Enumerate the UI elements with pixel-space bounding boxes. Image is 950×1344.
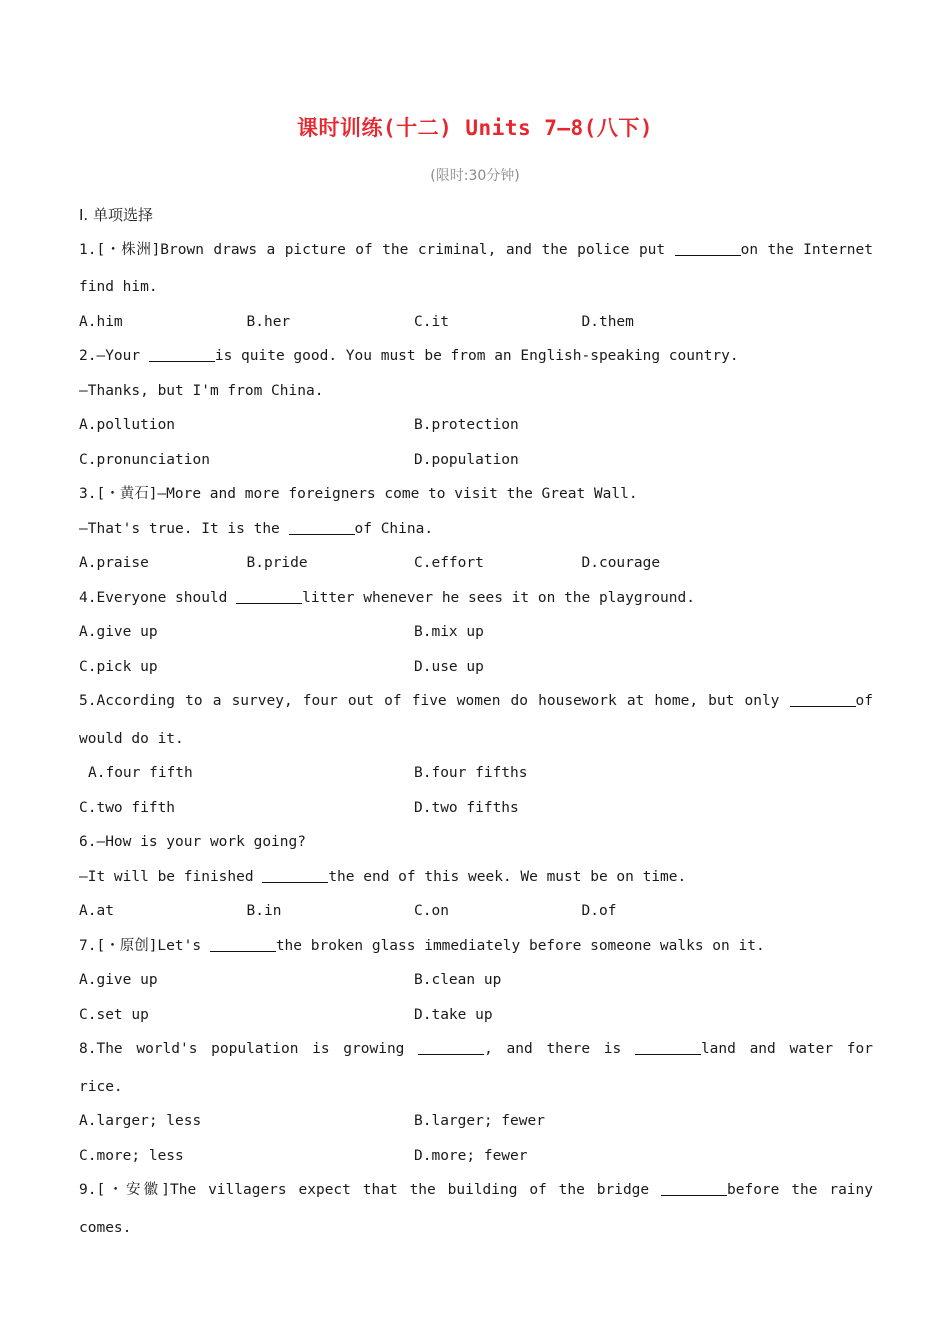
question-text: —That's true. It is the [79, 520, 289, 537]
question-text: on the Internet [740, 241, 873, 258]
option-a[interactable]: A.four fifth [88, 765, 193, 781]
answer-blank [790, 688, 856, 707]
answer-blank [418, 1036, 484, 1055]
option-a[interactable]: A.larger; less [79, 1113, 202, 1129]
question-9 [79, 1173, 873, 1211]
question-text: 5.According to a survey, four out of five women do housework at home, but only [79, 693, 790, 709]
option-d[interactable]: D.two fifths [414, 799, 519, 816]
option-d[interactable]: D.courage [581, 555, 661, 571]
question-text: before the rainy [727, 1182, 873, 1198]
question-6-options [79, 894, 873, 929]
option-a[interactable]: A.give up [79, 972, 158, 988]
answer-blank [289, 516, 355, 535]
option-c[interactable]: C.more; less [79, 1147, 184, 1164]
option-d[interactable]: D.more; fewer [414, 1147, 528, 1164]
option-c[interactable]: C.it [414, 313, 449, 330]
question-5-options-row1 [79, 756, 873, 791]
question-7-options-row1 [79, 963, 873, 998]
question-1 [79, 233, 873, 271]
option-d[interactable]: D.of [581, 903, 617, 919]
option-c[interactable]: C.set up [79, 1006, 149, 1023]
question-5-cont: would do it. [79, 730, 184, 747]
question-8 [79, 1032, 873, 1070]
question-2-options-row2 [79, 443, 873, 478]
question-text: is quite good. You must be from an English-speaking country. [214, 348, 739, 364]
question-7 [79, 929, 873, 964]
option-b[interactable]: B.clean up [414, 972, 502, 988]
option-a[interactable]: A.give up [79, 624, 158, 640]
question-list [79, 198, 873, 1245]
question-1-options [79, 305, 873, 340]
question-text: , and there is [484, 1041, 635, 1057]
question-text: 1.[・株洲]Brown draws a picture of the criminal, and the police put [79, 241, 675, 258]
question-text: 8.The world's population is growing [79, 1041, 419, 1057]
option-b[interactable]: B.in [246, 903, 282, 919]
option-c[interactable]: C.pronunciation [79, 451, 210, 468]
page-title: 课时训练(十二) Units 7—8(八下) [296, 116, 653, 140]
option-a[interactable]: A.at [79, 903, 114, 919]
question-2 [79, 339, 873, 374]
section-heading: Ⅰ. 单项选择 [79, 206, 153, 224]
question-5 [79, 684, 873, 722]
question-3-options [79, 546, 873, 581]
question-6-reply [79, 860, 873, 895]
option-b[interactable]: B.pride [246, 555, 308, 571]
option-b[interactable]: B.mix up [414, 624, 484, 640]
question-text: —It will be finished [79, 868, 263, 885]
option-c[interactable]: C.effort [414, 555, 484, 571]
option-d[interactable]: D.take up [414, 1006, 493, 1023]
question-4 [79, 581, 873, 616]
option-a[interactable]: A.him [79, 313, 123, 330]
question-text: litter whenever he sees it on the playground. [302, 589, 695, 606]
question-8-options-row2 [79, 1139, 873, 1174]
answer-blank [675, 237, 741, 256]
time-limit: (限时:30分钟) [430, 168, 520, 184]
option-c[interactable]: C.two fifth [79, 799, 176, 816]
question-4-options-row2 [79, 650, 873, 685]
option-c[interactable]: C.pick up [79, 658, 158, 675]
answer-blank [236, 585, 302, 604]
answer-blank [262, 864, 328, 883]
question-text: of China. [354, 520, 434, 537]
option-d[interactable]: D.them [581, 313, 634, 330]
question-text: 9.[・安徽]The villagers expect that the building of the bridge [79, 1182, 662, 1198]
question-3: 3.[・黄石]—More and more foreigners come to visit the Great Wall. [79, 486, 638, 502]
question-4-options-row1 [79, 615, 873, 650]
option-d[interactable]: D.use up [414, 658, 484, 675]
question-2-options-row1 [79, 408, 873, 443]
option-a[interactable]: A.praise [79, 555, 149, 571]
question-6: 6.—How is your work going? [79, 834, 306, 850]
option-a[interactable]: A.pollution [79, 417, 176, 433]
option-c[interactable]: C.on [414, 903, 449, 919]
answer-blank [149, 343, 215, 362]
question-9-cont: comes. [79, 1219, 132, 1236]
answer-blank [661, 1177, 727, 1196]
question-text: 2.—Your [79, 348, 149, 364]
question-3-reply [79, 512, 873, 547]
question-1-cont: find him. [79, 279, 158, 295]
question-5-options-row2 [79, 791, 873, 826]
question-text: of [855, 693, 873, 709]
option-d[interactable]: D.population [414, 451, 519, 468]
question-text: 7.[・原创]Let's [79, 937, 210, 954]
question-text: 4.Everyone should [79, 589, 237, 606]
question-8-cont: rice. [79, 1078, 123, 1095]
option-b[interactable]: B.protection [414, 417, 519, 433]
question-7-options-row2 [79, 998, 873, 1033]
option-b[interactable]: B.her [246, 313, 291, 330]
answer-blank [210, 933, 276, 952]
question-text: the broken glass immediately before someone walks on it. [275, 937, 765, 954]
question-8-options-row1 [79, 1104, 873, 1139]
question-text: the end of this week. We must be on time. [328, 868, 687, 885]
question-2-reply: —Thanks, but I'm from China. [79, 382, 324, 399]
option-b[interactable]: B.larger; fewer [414, 1113, 545, 1129]
answer-blank [635, 1036, 701, 1055]
option-b[interactable]: B.four fifths [414, 765, 528, 781]
question-text: land and water for [700, 1041, 873, 1057]
